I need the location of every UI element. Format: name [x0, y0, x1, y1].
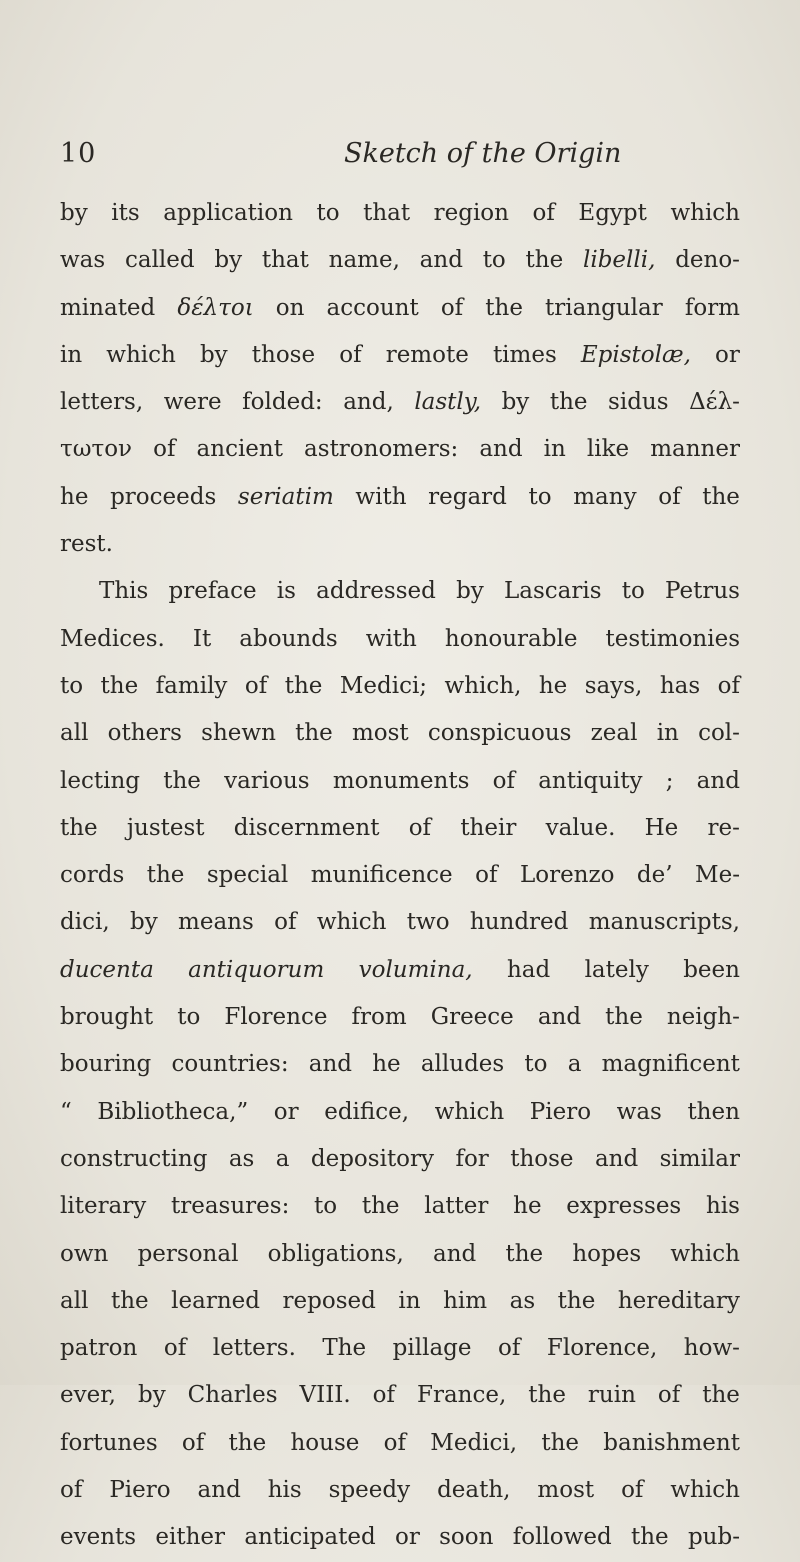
text-line: of Piero and his speedy death, most of which — [60, 1477, 740, 1504]
text-line: lecting the various monuments of antiquity ; and — [60, 767, 740, 794]
text-line: ducenta antiquorum volumina, had lately been — [60, 956, 740, 983]
text-line: fortunes of the house of Medici, the banishment — [60, 1429, 740, 1456]
text-line: letters, were folded: and, lastly, by the sidus Δέλ- — [60, 389, 740, 416]
text-line: brought to Florence from Greece and the neigh- — [60, 1004, 740, 1031]
running-title: Sketch of the Origin — [344, 138, 622, 169]
text-line: constructing as a depository for those and similar — [60, 1145, 740, 1172]
text-line: This preface is addressed by Lascaris to Petrus — [99, 578, 740, 605]
page-number: 10 — [60, 138, 97, 169]
text-line: all others shewn the most conspicuous zeal in col- — [60, 720, 740, 747]
text-line: “ Bibliotheca,” or edifice, which Piero was then — [60, 1098, 740, 1125]
text-line: by its application to that region of Egypt which — [60, 200, 740, 226]
text-line: rest. — [60, 531, 113, 558]
text-line: minated δέλτοι on account of the triangular form — [60, 294, 740, 321]
text-line: the justest discernment of their value. He re- — [60, 814, 740, 841]
text-line: was called by that name, and to the libelli, deno- — [60, 247, 740, 274]
text-line: to the family of the Medici; which, he says, has of — [60, 672, 740, 699]
text-line: all the learned reposed in him as the hereditary — [60, 1287, 740, 1314]
text-line: bouring countries: and he alludes to a magnificent — [60, 1051, 740, 1078]
text-line: he proceeds seriatim with regard to many of the — [60, 483, 740, 510]
body-text — [60, 190, 740, 1562]
text-line: τωτον of ancient astronomers: and in like manner — [60, 436, 740, 463]
text-line: literary treasures: to the latter he expresses his — [60, 1193, 740, 1220]
text-line: patron of letters. The pillage of Florence, how- — [60, 1335, 740, 1362]
text-line: own personal obligations, and the hopes which — [60, 1240, 740, 1267]
text-line: ever, by Charles VIII. of France, the ruin of the — [60, 1382, 740, 1409]
text-line: events either anticipated or soon followed the pub- — [60, 1524, 740, 1551]
text-line: dici, by means of which two hundred manuscripts, — [60, 909, 740, 936]
text-line: cords the special munificence of Lorenzo de’ Me- — [60, 862, 740, 889]
text-line: Medices. It abounds with honourable testimonies — [60, 625, 740, 652]
text-line: in which by those of remote times Epistolæ, or — [60, 341, 740, 368]
running-head — [60, 138, 740, 178]
